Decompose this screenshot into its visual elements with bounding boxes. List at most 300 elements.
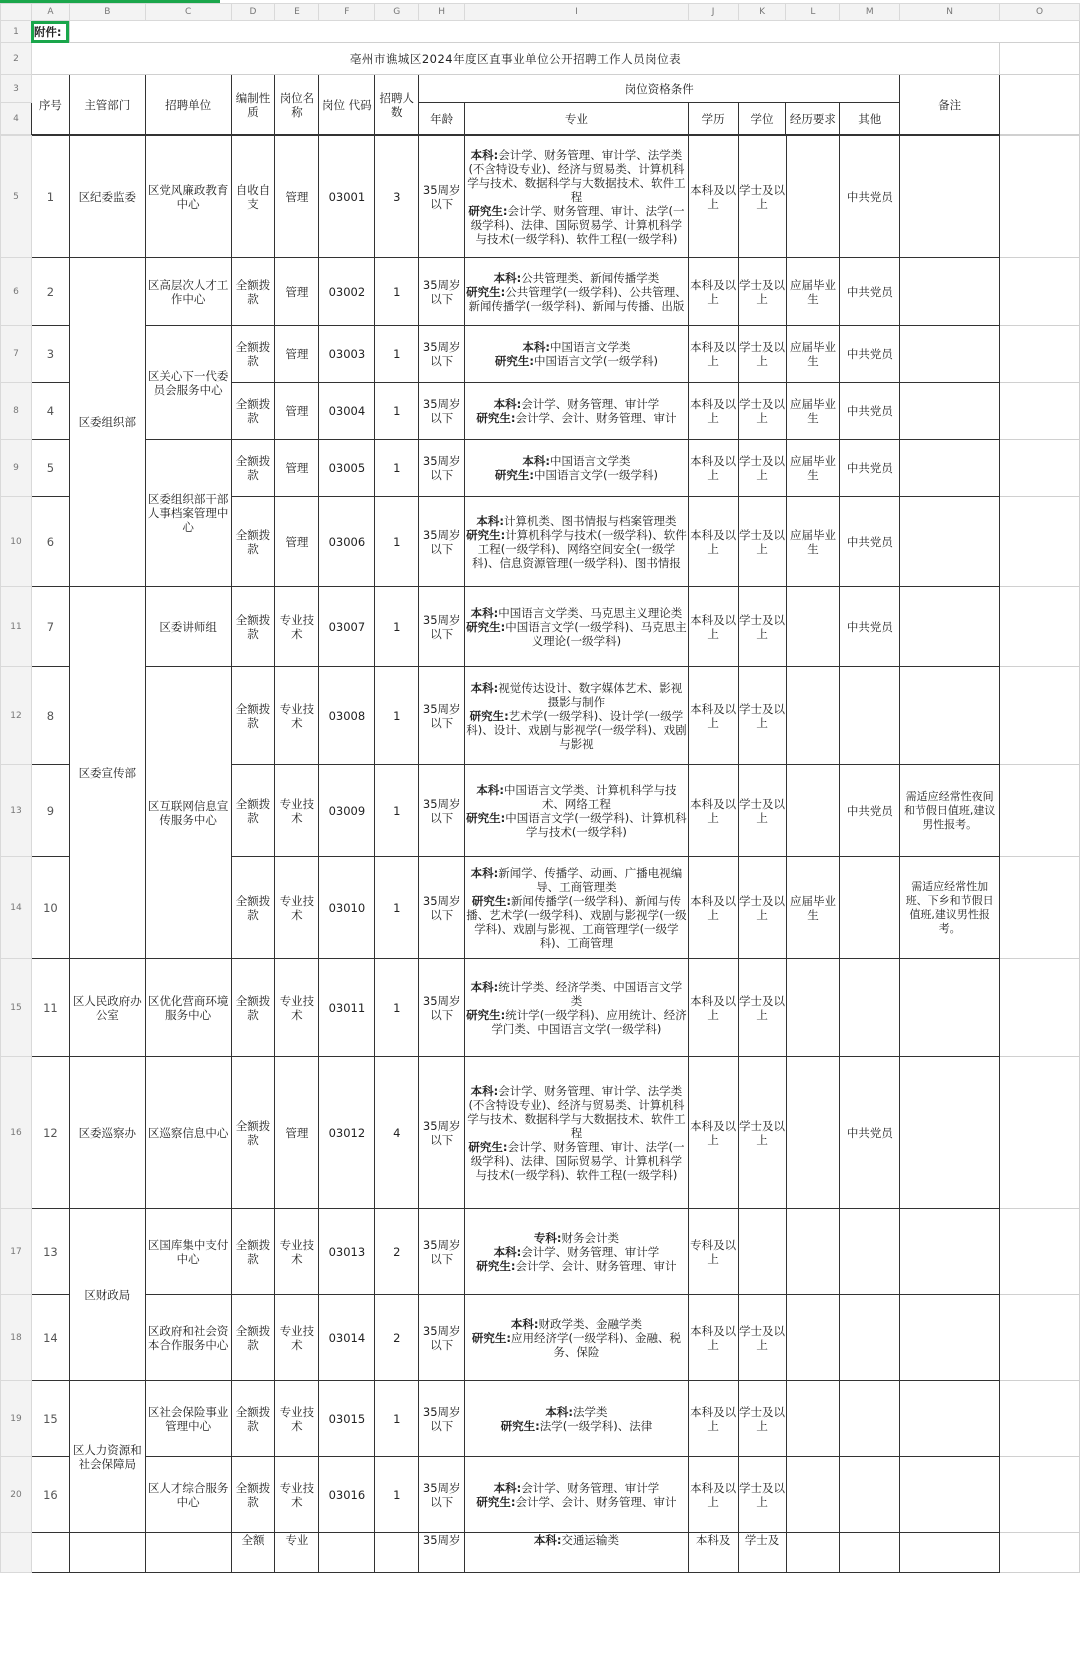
seq-cell[interactable]: 6 <box>31 497 69 587</box>
spreadsheet[interactable] <box>0 3 1080 1573</box>
post-code-cell[interactable]: 03014 <box>319 1295 375 1381</box>
post-name-cell[interactable]: 专业技术 <box>275 857 319 959</box>
nature-cell[interactable]: 全额 <box>231 1533 275 1573</box>
education-cell[interactable]: 本科及以上 <box>688 1057 738 1209</box>
education-cell[interactable]: 本科及以上 <box>688 1457 738 1533</box>
post-name-cell[interactable]: 管理 <box>275 326 319 383</box>
unit-cell[interactable]: 区委讲师组 <box>145 587 231 667</box>
major-cell[interactable] <box>465 667 689 765</box>
major-cell[interactable] <box>465 497 689 587</box>
experience-cell[interactable]: 应届毕业生 <box>786 383 840 440</box>
col-header-e[interactable]: E <box>275 4 319 21</box>
header-nature[interactable]: 编制性质 <box>231 75 275 135</box>
seq-cell[interactable]: 4 <box>31 383 69 440</box>
col-header-a[interactable]: A <box>31 4 69 21</box>
header-major[interactable]: 专业 <box>465 103 689 135</box>
seq-cell[interactable]: 2 <box>31 258 69 326</box>
seq-cell[interactable]: 11 <box>31 959 69 1057</box>
nature-cell[interactable]: 全额拨款 <box>231 667 275 765</box>
major-cell[interactable] <box>465 1057 689 1209</box>
other-cell[interactable]: 中共党员 <box>840 136 900 258</box>
row-number[interactable]: 7 <box>1 326 32 383</box>
post-code-cell[interactable]: 03013 <box>319 1209 375 1295</box>
degree-cell[interactable]: 学士及以上 <box>738 959 786 1057</box>
row-number[interactable]: 4 <box>1 103 32 135</box>
post-name-cell[interactable]: 管理 <box>275 136 319 258</box>
degree-cell[interactable]: 学士及以上 <box>738 1457 786 1533</box>
count-cell[interactable]: 1 <box>375 667 419 765</box>
header-education[interactable]: 学历 <box>688 103 738 135</box>
post-name-cell[interactable]: 管理 <box>275 1057 319 1209</box>
experience-cell[interactable]: 应届毕业生 <box>786 258 840 326</box>
header-post-code[interactable]: 岗位 代码 <box>319 75 375 135</box>
count-cell[interactable]: 4 <box>375 1057 419 1209</box>
post-code-cell[interactable]: 03002 <box>319 258 375 326</box>
empty-cell[interactable] <box>1000 1209 1080 1295</box>
other-cell[interactable]: 中共党员 <box>840 497 900 587</box>
age-cell[interactable]: 35周岁以下 <box>419 1209 465 1295</box>
education-cell[interactable]: 本科及以上 <box>688 440 738 497</box>
post-code-cell[interactable]: 03011 <box>319 959 375 1057</box>
row-number[interactable]: 13 <box>1 765 32 857</box>
remark-cell[interactable] <box>900 497 1000 587</box>
seq-cell[interactable]: 13 <box>31 1209 69 1295</box>
nature-cell[interactable]: 全额拨款 <box>231 765 275 857</box>
experience-cell[interactable]: 应届毕业生 <box>786 440 840 497</box>
unit-cell[interactable] <box>145 1533 231 1573</box>
education-cell[interactable]: 本科及以上 <box>688 587 738 667</box>
post-name-cell[interactable]: 管理 <box>275 383 319 440</box>
post-code-cell[interactable]: 03003 <box>319 326 375 383</box>
count-cell[interactable]: 1 <box>375 857 419 959</box>
education-cell[interactable]: 本科及以上 <box>688 326 738 383</box>
col-header-n[interactable]: N <box>900 4 1000 21</box>
post-name-cell[interactable]: 管理 <box>275 497 319 587</box>
major-cell[interactable] <box>465 383 689 440</box>
major-cell[interactable] <box>465 857 689 959</box>
post-name-cell[interactable]: 专业 <box>275 1533 319 1573</box>
post-code-cell[interactable]: 03008 <box>319 667 375 765</box>
remark-cell[interactable] <box>900 1533 1000 1573</box>
major-cell[interactable] <box>465 959 689 1057</box>
major-cell[interactable] <box>465 1295 689 1381</box>
other-cell[interactable] <box>840 1209 900 1295</box>
age-cell[interactable]: 35周岁以下 <box>419 857 465 959</box>
row-number[interactable]: 6 <box>1 258 32 326</box>
post-name-cell[interactable]: 专业技术 <box>275 587 319 667</box>
age-cell[interactable]: 35周岁以下 <box>419 1295 465 1381</box>
dept-cell[interactable]: 区纪委监委 <box>69 136 145 258</box>
remark-cell[interactable] <box>900 587 1000 667</box>
select-all-corner[interactable] <box>1 4 32 21</box>
post-name-cell[interactable]: 管理 <box>275 258 319 326</box>
remark-cell[interactable] <box>900 1381 1000 1457</box>
other-cell[interactable]: 中共党员 <box>840 765 900 857</box>
nature-cell[interactable]: 全额拨款 <box>231 383 275 440</box>
degree-cell[interactable]: 学士及以上 <box>738 1381 786 1457</box>
nature-cell[interactable]: 全额拨款 <box>231 959 275 1057</box>
major-cell[interactable] <box>465 1381 689 1457</box>
nature-cell[interactable]: 全额拨款 <box>231 1457 275 1533</box>
col-header-h[interactable]: H <box>419 4 465 21</box>
education-cell[interactable]: 本科及以上 <box>688 765 738 857</box>
degree-cell[interactable] <box>738 1209 786 1295</box>
other-cell[interactable] <box>840 1381 900 1457</box>
seq-cell[interactable] <box>31 1533 69 1573</box>
age-cell[interactable]: 35周岁以下 <box>419 136 465 258</box>
degree-cell[interactable]: 学士及以上 <box>738 440 786 497</box>
education-cell[interactable]: 本科及以上 <box>688 959 738 1057</box>
post-code-cell[interactable]: 03007 <box>319 587 375 667</box>
header-experience[interactable]: 经历要求 <box>786 103 840 135</box>
unit-cell[interactable]: 区党风廉政教育中心 <box>145 136 231 258</box>
post-name-cell[interactable]: 专业技术 <box>275 1381 319 1457</box>
remark-cell[interactable]: 需适应经常性加班、下乡和节假日值班,建议男性报考。 <box>900 857 1000 959</box>
count-cell[interactable]: 1 <box>375 326 419 383</box>
col-header-g[interactable]: G <box>375 4 419 21</box>
age-cell[interactable]: 35周岁以下 <box>419 1381 465 1457</box>
unit-cell[interactable]: 区巡察信息中心 <box>145 1057 231 1209</box>
remark-cell[interactable] <box>900 383 1000 440</box>
nature-cell[interactable]: 全额拨款 <box>231 857 275 959</box>
col-header-k[interactable]: K <box>738 4 786 21</box>
dept-cell[interactable]: 区委巡察办 <box>69 1057 145 1209</box>
post-name-cell[interactable]: 专业技术 <box>275 667 319 765</box>
col-header-d[interactable]: D <box>231 4 275 21</box>
dept-cell[interactable]: 区人民政府办公室 <box>69 959 145 1057</box>
remark-cell[interactable] <box>900 959 1000 1057</box>
post-code-cell[interactable]: 03015 <box>319 1381 375 1457</box>
col-header-m[interactable]: M <box>840 4 900 21</box>
degree-cell[interactable]: 学士及以上 <box>738 258 786 326</box>
age-cell[interactable]: 35周岁以下 <box>419 258 465 326</box>
major-cell[interactable] <box>465 587 689 667</box>
count-cell[interactable]: 1 <box>375 1381 419 1457</box>
major-cell[interactable] <box>465 440 689 497</box>
post-name-cell[interactable]: 专业技术 <box>275 959 319 1057</box>
other-cell[interactable]: 中共党员 <box>840 1057 900 1209</box>
empty-cell[interactable] <box>1000 43 1080 75</box>
remark-cell[interactable] <box>900 1057 1000 1209</box>
post-name-cell[interactable]: 专业技术 <box>275 765 319 857</box>
dept-cell[interactable]: 区委宣传部 <box>69 587 145 959</box>
empty-cell[interactable] <box>1000 497 1080 587</box>
sheet-title[interactable]: 亳州市谯城区2024年度区直事业单位公开招聘工作人员岗位表 <box>31 43 999 75</box>
education-cell[interactable]: 本科及以上 <box>688 857 738 959</box>
header-remark[interactable]: 备注 <box>900 75 1000 135</box>
unit-cell[interactable]: 区高层次人才工作中心 <box>145 258 231 326</box>
empty-cell[interactable] <box>1000 857 1080 959</box>
seq-cell[interactable]: 16 <box>31 1457 69 1533</box>
remark-cell[interactable] <box>900 1209 1000 1295</box>
experience-cell[interactable]: 应届毕业生 <box>786 497 840 587</box>
unit-cell[interactable]: 区委组织部干部人事档案管理中心 <box>145 440 231 587</box>
row-number[interactable]: 9 <box>1 440 32 497</box>
major-cell[interactable] <box>465 1209 689 1295</box>
row-number[interactable]: 14 <box>1 857 32 959</box>
post-code-cell[interactable]: 03005 <box>319 440 375 497</box>
post-name-cell[interactable]: 专业技术 <box>275 1209 319 1295</box>
header-post-name[interactable]: 岗位名称 <box>275 75 319 135</box>
experience-cell[interactable] <box>786 1295 840 1381</box>
nature-cell[interactable]: 全额拨款 <box>231 1381 275 1457</box>
degree-cell[interactable]: 学士及以上 <box>738 667 786 765</box>
age-cell[interactable]: 35周岁以下 <box>419 1057 465 1209</box>
other-cell[interactable] <box>840 1533 900 1573</box>
empty-cell[interactable] <box>1000 75 1080 135</box>
empty-cell[interactable] <box>1000 1533 1080 1573</box>
count-cell[interactable]: 2 <box>375 1209 419 1295</box>
experience-cell[interactable]: 应届毕业生 <box>786 326 840 383</box>
other-cell[interactable]: 中共党员 <box>840 587 900 667</box>
education-cell[interactable]: 本科及以上 <box>688 667 738 765</box>
seq-cell[interactable]: 5 <box>31 440 69 497</box>
experience-cell[interactable] <box>786 959 840 1057</box>
education-cell[interactable]: 本科及 <box>688 1533 738 1573</box>
count-cell[interactable] <box>375 1533 419 1573</box>
empty-cell[interactable] <box>1000 667 1080 765</box>
post-name-cell[interactable]: 专业技术 <box>275 1457 319 1533</box>
row-number[interactable]: 15 <box>1 959 32 1057</box>
remark-cell[interactable]: 需适应经常性夜间和节假日值班,建议男性报考。 <box>900 765 1000 857</box>
empty-cell[interactable] <box>1000 1457 1080 1533</box>
col-header-l[interactable]: L <box>786 4 840 21</box>
empty-cell[interactable] <box>1000 440 1080 497</box>
col-header-i[interactable]: I <box>465 4 689 21</box>
degree-cell[interactable]: 学士及以上 <box>738 497 786 587</box>
age-cell[interactable]: 35周岁以下 <box>419 440 465 497</box>
experience-cell[interactable] <box>786 1209 840 1295</box>
remark-cell[interactable] <box>900 1457 1000 1533</box>
post-code-cell[interactable]: 03016 <box>319 1457 375 1533</box>
post-code-cell[interactable]: 03001 <box>319 136 375 258</box>
unit-cell[interactable]: 区国库集中支付中心 <box>145 1209 231 1295</box>
count-cell[interactable]: 2 <box>375 1295 419 1381</box>
row-number[interactable]: 20 <box>1 1457 32 1533</box>
age-cell[interactable]: 35周岁以下 <box>419 765 465 857</box>
row-number[interactable]: 5 <box>1 136 32 258</box>
major-cell[interactable] <box>465 765 689 857</box>
header-unit[interactable]: 招聘单位 <box>145 75 231 135</box>
post-name-cell[interactable]: 专业技术 <box>275 1295 319 1381</box>
row-number[interactable]: 1 <box>1 21 32 43</box>
nature-cell[interactable]: 全额拨款 <box>231 587 275 667</box>
col-header-o[interactable]: O <box>1000 4 1080 21</box>
nature-cell[interactable]: 全额拨款 <box>231 326 275 383</box>
nature-cell[interactable]: 全额拨款 <box>231 440 275 497</box>
header-seq[interactable]: 序号 <box>31 75 69 135</box>
post-code-cell[interactable]: 03006 <box>319 497 375 587</box>
experience-cell[interactable] <box>786 1057 840 1209</box>
education-cell[interactable]: 本科及以上 <box>688 1381 738 1457</box>
remark-cell[interactable] <box>900 667 1000 765</box>
header-count[interactable]: 招聘人数 <box>375 75 419 135</box>
experience-cell[interactable] <box>786 136 840 258</box>
col-header-j[interactable]: J <box>688 4 738 21</box>
count-cell[interactable]: 1 <box>375 258 419 326</box>
row-number[interactable]: 3 <box>1 75 32 103</box>
other-cell[interactable] <box>840 1457 900 1533</box>
nature-cell[interactable]: 自收自支 <box>231 136 275 258</box>
degree-cell[interactable]: 学士及以上 <box>738 1057 786 1209</box>
unit-cell[interactable]: 区社会保险事业管理中心 <box>145 1381 231 1457</box>
unit-cell[interactable]: 区互联网信息宣传服务中心 <box>145 667 231 959</box>
degree-cell[interactable]: 学士及以上 <box>738 326 786 383</box>
row-number[interactable]: 2 <box>1 43 32 75</box>
experience-cell[interactable] <box>786 1381 840 1457</box>
empty-cell[interactable] <box>1000 1381 1080 1457</box>
row-number[interactable]: 8 <box>1 383 32 440</box>
seq-cell[interactable]: 8 <box>31 667 69 765</box>
row-number[interactable]: 12 <box>1 667 32 765</box>
empty-cell[interactable] <box>1000 765 1080 857</box>
education-cell[interactable]: 本科及以上 <box>688 136 738 258</box>
other-cell[interactable]: 中共党员 <box>840 440 900 497</box>
degree-cell[interactable]: 学士及以上 <box>738 857 786 959</box>
dept-cell[interactable]: 区人力资源和社会保障局 <box>69 1381 145 1533</box>
remark-cell[interactable] <box>900 258 1000 326</box>
unit-cell[interactable]: 区政府和社会资本合作服务中心 <box>145 1295 231 1381</box>
experience-cell[interactable]: 应届毕业生 <box>786 857 840 959</box>
empty-cell[interactable] <box>1000 258 1080 326</box>
seq-cell[interactable]: 14 <box>31 1295 69 1381</box>
header-other[interactable]: 其他 <box>840 103 900 135</box>
major-cell[interactable] <box>465 1457 689 1533</box>
degree-cell[interactable]: 学士及以上 <box>738 765 786 857</box>
post-code-cell[interactable]: 03012 <box>319 1057 375 1209</box>
other-cell[interactable]: 中共党员 <box>840 383 900 440</box>
empty-cell[interactable] <box>1000 587 1080 667</box>
unit-cell[interactable]: 区优化营商环境服务中心 <box>145 959 231 1057</box>
count-cell[interactable]: 1 <box>375 1457 419 1533</box>
post-code-cell[interactable]: 03009 <box>319 765 375 857</box>
col-header-c[interactable]: C <box>145 4 231 21</box>
other-cell[interactable] <box>840 857 900 959</box>
count-cell[interactable]: 3 <box>375 136 419 258</box>
remark-cell[interactable] <box>900 326 1000 383</box>
age-cell[interactable]: 35周岁以下 <box>419 326 465 383</box>
count-cell[interactable]: 1 <box>375 440 419 497</box>
nature-cell[interactable]: 全额拨款 <box>231 1057 275 1209</box>
empty-cell[interactable] <box>1000 959 1080 1057</box>
seq-cell[interactable]: 15 <box>31 1381 69 1457</box>
empty-cell[interactable] <box>1000 326 1080 383</box>
other-cell[interactable] <box>840 959 900 1057</box>
row-number[interactable]: 17 <box>1 1209 32 1295</box>
seq-cell[interactable]: 9 <box>31 765 69 857</box>
remark-cell[interactable] <box>900 136 1000 258</box>
count-cell[interactable]: 1 <box>375 765 419 857</box>
age-cell[interactable]: 35周岁以下 <box>419 383 465 440</box>
experience-cell[interactable] <box>786 667 840 765</box>
count-cell[interactable]: 1 <box>375 497 419 587</box>
other-cell[interactable]: 中共党员 <box>840 326 900 383</box>
unit-cell[interactable]: 区人才综合服务中心 <box>145 1457 231 1533</box>
seq-cell[interactable]: 3 <box>31 326 69 383</box>
experience-cell[interactable] <box>786 1533 840 1573</box>
header-dept[interactable]: 主管部门 <box>69 75 145 135</box>
experience-cell[interactable] <box>786 1457 840 1533</box>
header-qualification[interactable]: 岗位资格条件 <box>419 75 900 103</box>
dept-cell[interactable]: 区委组织部 <box>69 258 145 587</box>
header-degree[interactable]: 学位 <box>738 103 786 135</box>
post-code-cell[interactable]: 03010 <box>319 857 375 959</box>
experience-cell[interactable] <box>786 587 840 667</box>
unit-cell[interactable]: 区关心下一代委员会服务中心 <box>145 326 231 440</box>
col-header-f[interactable]: F <box>319 4 375 21</box>
dept-cell[interactable]: 区财政局 <box>69 1209 145 1381</box>
remark-cell[interactable] <box>900 440 1000 497</box>
remark-cell[interactable] <box>900 1295 1000 1381</box>
seq-cell[interactable]: 7 <box>31 587 69 667</box>
col-header-b[interactable]: B <box>69 4 145 21</box>
major-cell[interactable] <box>465 258 689 326</box>
degree-cell[interactable]: 学士及以上 <box>738 1295 786 1381</box>
age-cell[interactable]: 35周岁以下 <box>419 667 465 765</box>
age-cell[interactable]: 35周岁以下 <box>419 1457 465 1533</box>
empty-cell[interactable] <box>1000 1295 1080 1381</box>
education-cell[interactable]: 本科及以上 <box>688 1295 738 1381</box>
row-number[interactable]: 11 <box>1 587 32 667</box>
nature-cell[interactable]: 全额拨款 <box>231 497 275 587</box>
post-name-cell[interactable]: 管理 <box>275 440 319 497</box>
empty-cell[interactable] <box>69 21 1079 43</box>
age-cell[interactable]: 35周岁以下 <box>419 959 465 1057</box>
education-cell[interactable]: 本科及以上 <box>688 383 738 440</box>
nature-cell[interactable]: 全额拨款 <box>231 258 275 326</box>
row-number[interactable]: 19 <box>1 1381 32 1457</box>
age-cell[interactable]: 35周岁 <box>419 1533 465 1573</box>
empty-cell[interactable] <box>1000 136 1080 258</box>
seq-cell[interactable]: 1 <box>31 136 69 258</box>
education-cell[interactable]: 专科及以上 <box>688 1209 738 1295</box>
seq-cell[interactable]: 12 <box>31 1057 69 1209</box>
degree-cell[interactable]: 学士及以上 <box>738 587 786 667</box>
major-cell[interactable] <box>465 136 689 258</box>
other-cell[interactable] <box>840 667 900 765</box>
degree-cell[interactable]: 学士及以上 <box>738 383 786 440</box>
education-cell[interactable]: 本科及以上 <box>688 258 738 326</box>
seq-cell[interactable]: 10 <box>31 857 69 959</box>
post-code-cell[interactable]: 03004 <box>319 383 375 440</box>
attachment-label-cell[interactable]: 附件: <box>31 21 69 43</box>
nature-cell[interactable]: 全额拨款 <box>231 1295 275 1381</box>
empty-cell[interactable] <box>1000 383 1080 440</box>
age-cell[interactable]: 35周岁以下 <box>419 497 465 587</box>
row-number[interactable]: 10 <box>1 497 32 587</box>
experience-cell[interactable] <box>786 765 840 857</box>
empty-cell[interactable] <box>1000 1057 1080 1209</box>
age-cell[interactable]: 35周岁以下 <box>419 587 465 667</box>
degree-cell[interactable]: 学士及以上 <box>738 136 786 258</box>
row-number[interactable] <box>1 1533 32 1573</box>
header-age[interactable]: 年龄 <box>419 103 465 135</box>
other-cell[interactable] <box>840 1295 900 1381</box>
count-cell[interactable]: 1 <box>375 959 419 1057</box>
nature-cell[interactable]: 全额拨款 <box>231 1209 275 1295</box>
row-number[interactable]: 16 <box>1 1057 32 1209</box>
dept-cell[interactable] <box>69 1533 145 1573</box>
row-number[interactable]: 18 <box>1 1295 32 1381</box>
education-cell[interactable]: 本科及以上 <box>688 497 738 587</box>
count-cell[interactable]: 1 <box>375 383 419 440</box>
major-cell[interactable] <box>465 326 689 383</box>
post-code-cell[interactable] <box>319 1533 375 1573</box>
count-cell[interactable]: 1 <box>375 587 419 667</box>
degree-cell[interactable]: 学士及 <box>738 1533 786 1573</box>
major-cell[interactable] <box>465 1533 689 1573</box>
other-cell[interactable]: 中共党员 <box>840 258 900 326</box>
